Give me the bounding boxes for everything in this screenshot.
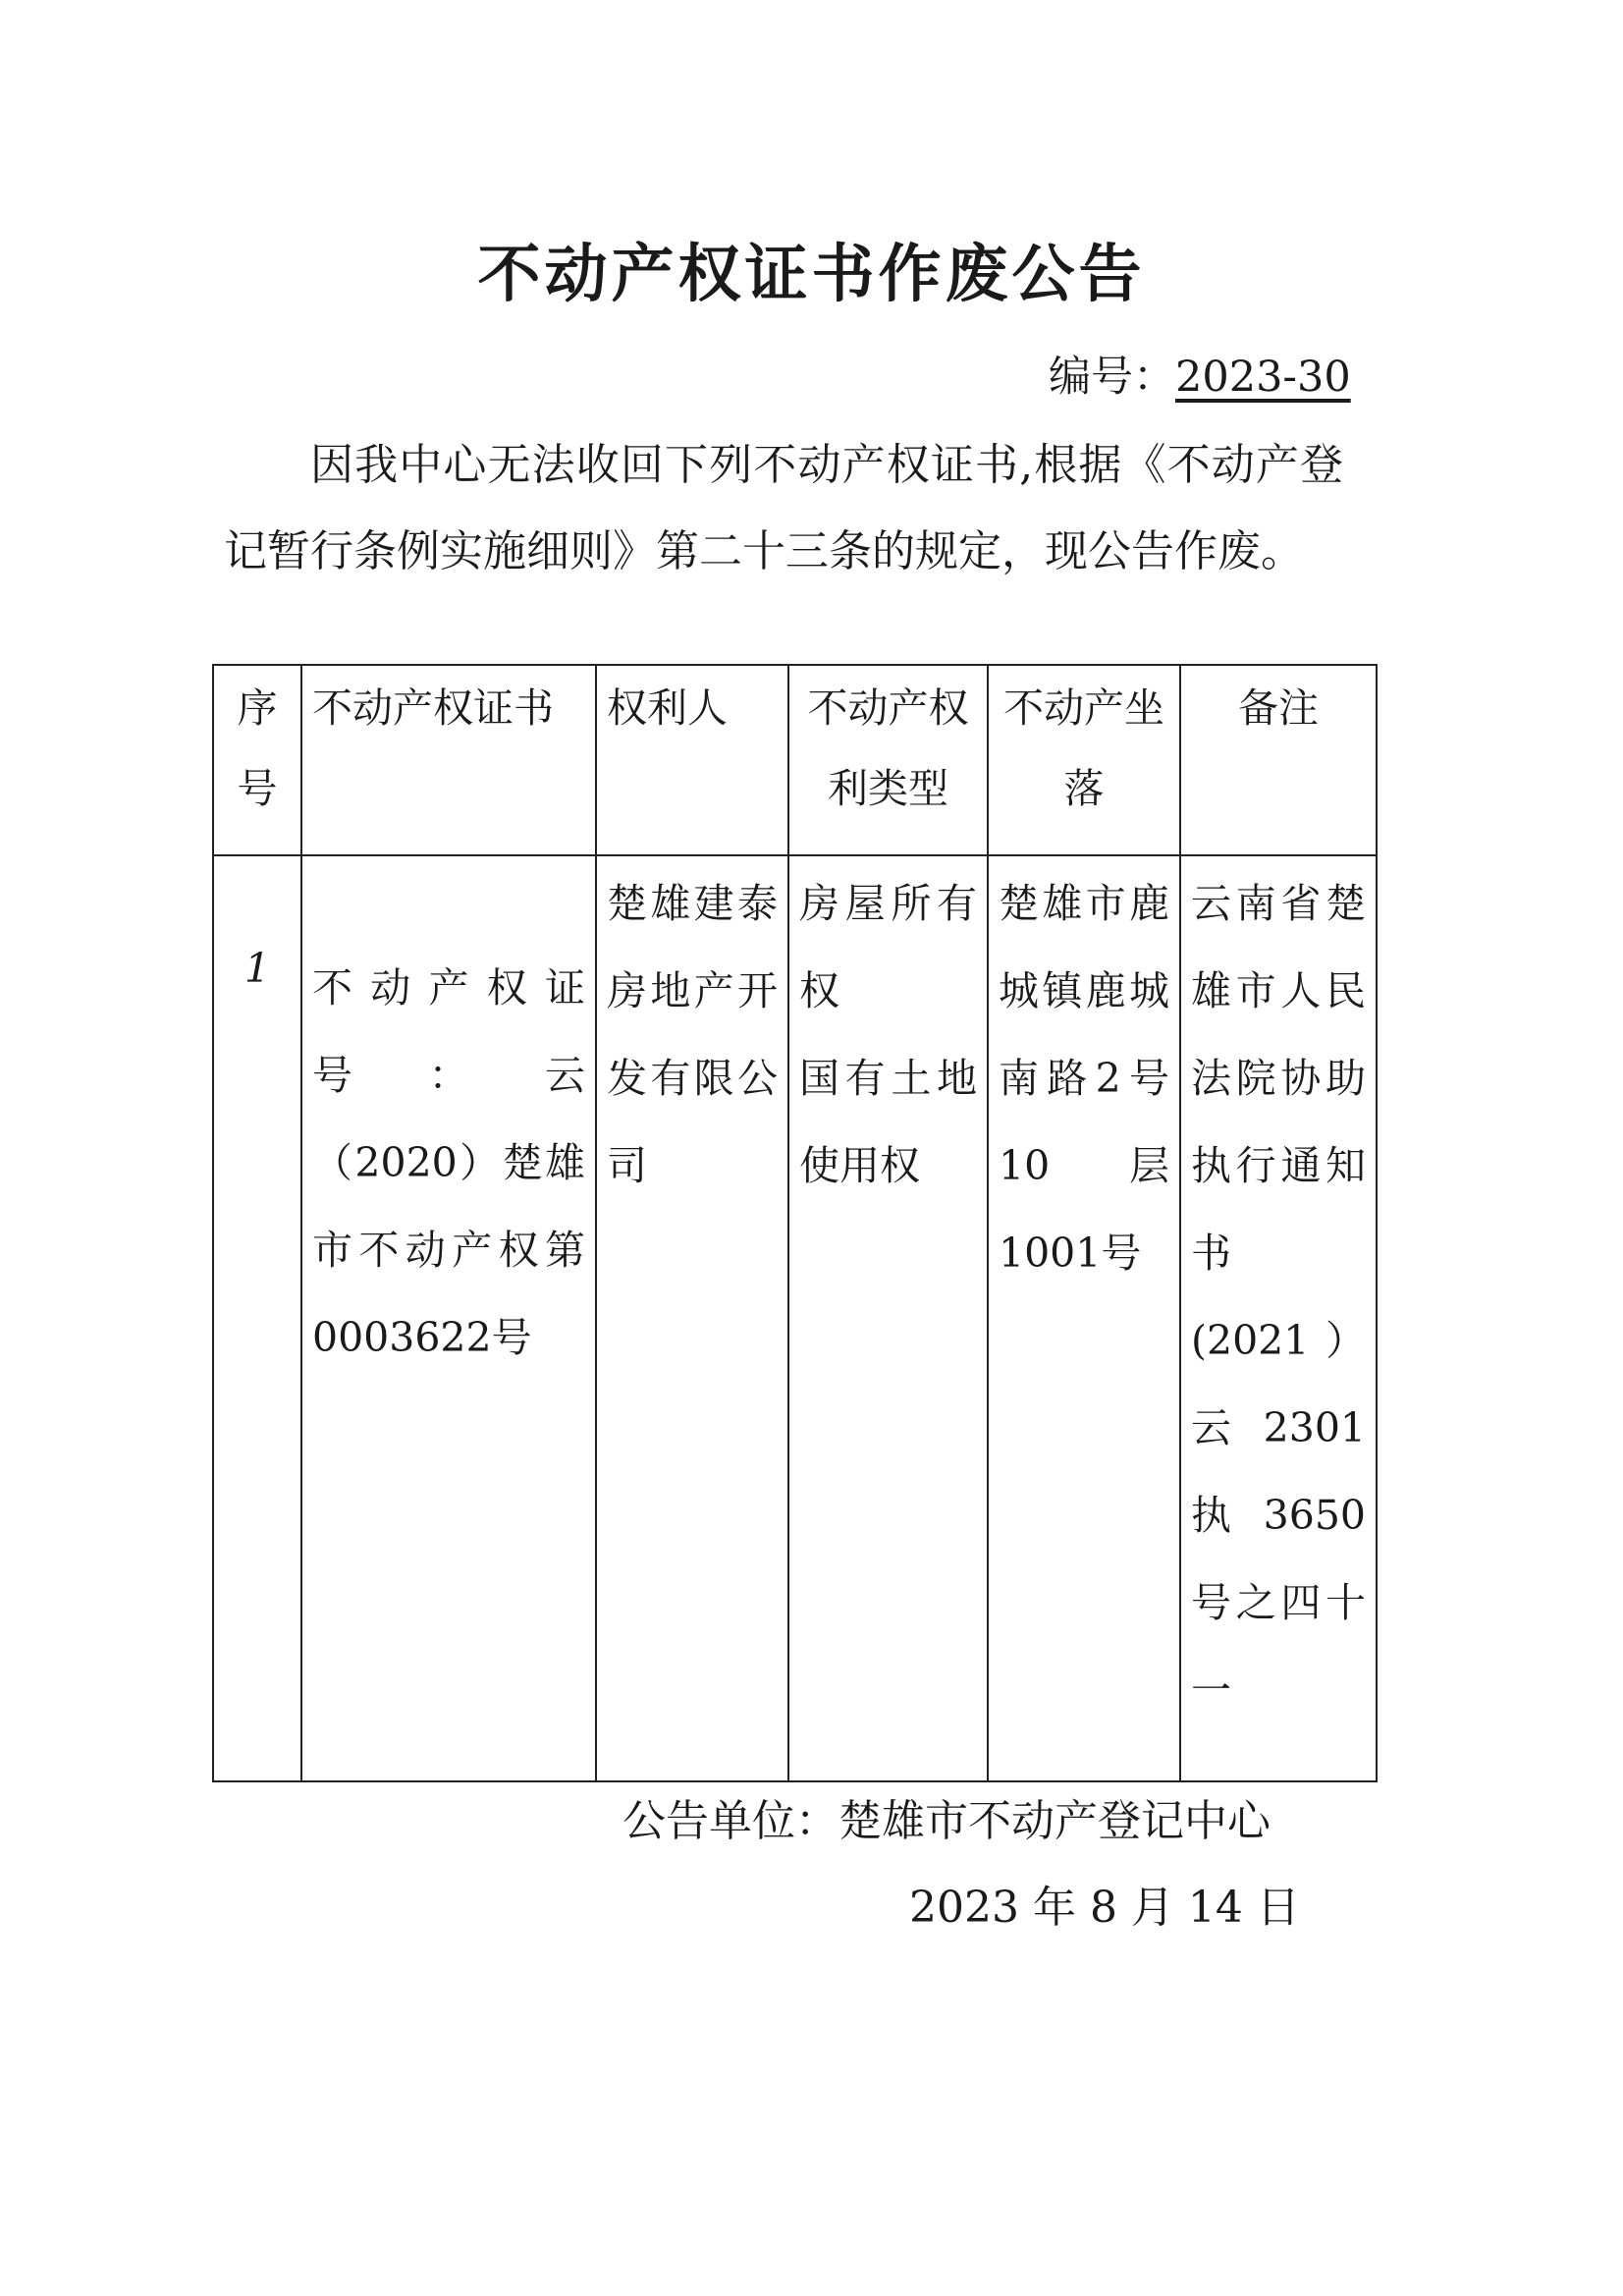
cell-right-type: [788, 855, 988, 1781]
issuing-unit: 公告单位：楚雄市不动产登记中心: [622, 1796, 1271, 1846]
right-type-line-2: 国有土地使用权: [799, 1055, 977, 1189]
intro-paragraph: 因我中心无法收回下列不动产权证书,根据《不动产登记暂行条例实施细则》第二十三条的规定，现公告作废。: [224, 440, 1343, 576]
issue-date: 2023 年 8 月 14 日: [909, 1883, 1300, 1933]
right-type-line-1: 房屋所有权: [799, 880, 977, 1014]
document-number-value: 2023-30: [1175, 353, 1351, 402]
table-header-row: [213, 665, 1377, 855]
header-seq: 序号: [213, 665, 301, 855]
header-right-type: 不动产权利类型: [788, 665, 988, 855]
header-location: 不动产坐 落: [988, 665, 1180, 855]
cell-certificate: 不动产权证号：云（2020）楚雄市不动产权第 0003622号: [301, 855, 596, 1781]
notice-title: 不动产权证书作废公告: [477, 239, 1146, 311]
document-number-label: 编号：: [1049, 353, 1175, 402]
cell-remark: 云南省楚雄市人民法院协助执行通知书(2021）云 2301执 3650号之四十一: [1180, 855, 1377, 1781]
header-holder: 权利人: [596, 665, 788, 855]
cell-location: 楚雄市鹿城镇鹿城南路2号10层 1001号: [988, 855, 1180, 1781]
document-number: [1049, 344, 1351, 404]
cell-seq: 1: [213, 855, 301, 1781]
table-row: [213, 855, 1377, 1781]
cell-holder: 楚雄建泰房地产开发有限公司: [596, 855, 788, 1781]
voided-certificate-table: [212, 664, 1378, 1782]
header-remark: 备注: [1180, 665, 1377, 855]
header-certificate: 不动产权证书: [301, 665, 596, 855]
